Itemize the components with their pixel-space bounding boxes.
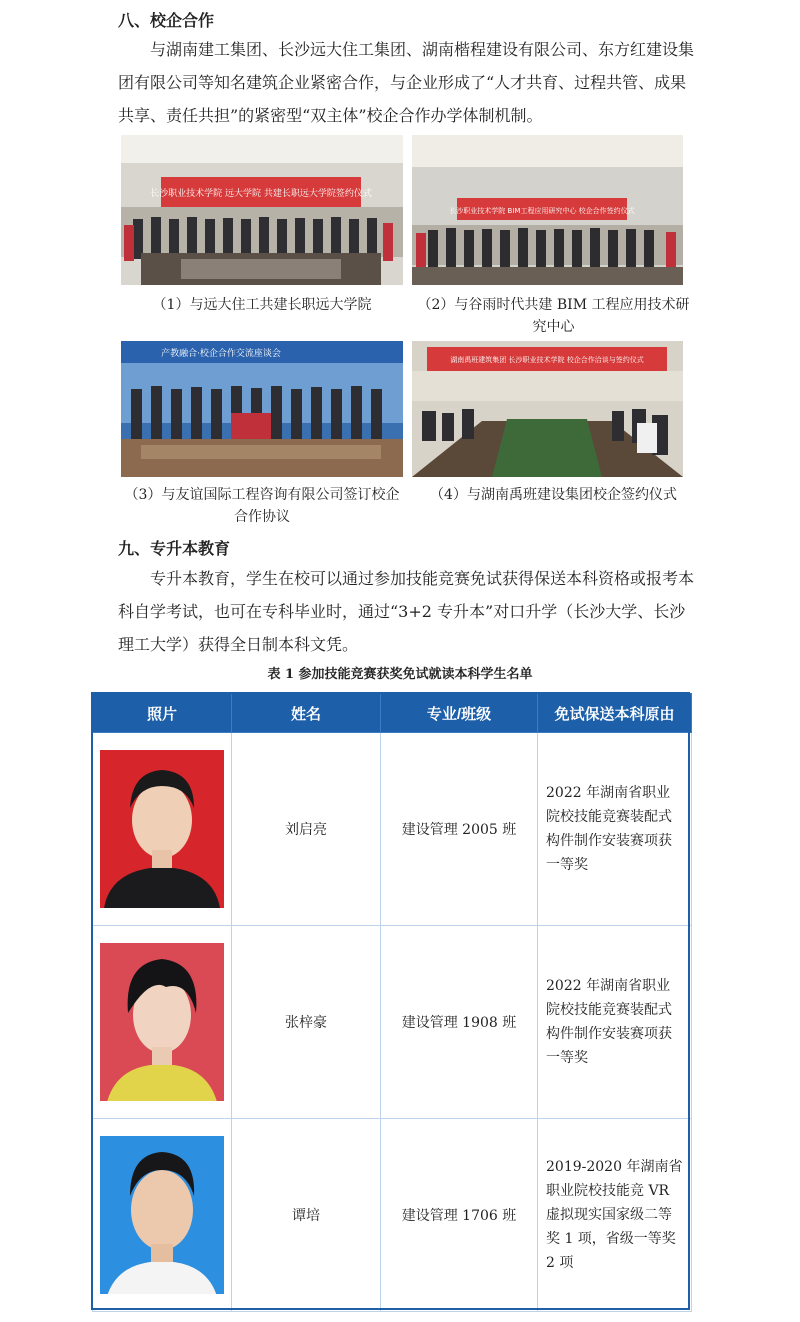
photo-cell bbox=[93, 733, 232, 926]
header-reason: 免试保送本科原由 bbox=[538, 694, 692, 733]
photo-signing-bim-center bbox=[412, 135, 683, 285]
exemption-reason: 2019-2020 年湖南省职业院校技能竞 VR 虚拟现实国家级二等奖 1 项，省级一等奖 2 项 bbox=[538, 1119, 692, 1312]
table-row bbox=[93, 1119, 692, 1312]
photo3-banner: 产教融合·校企合作交流座谈会 bbox=[161, 349, 281, 359]
cooperation-paragraph: 与湖南建工集团、长沙远大住工集团、湖南楷程建设有限公司、东方红建设集团有限公司等知名建筑企业紧密合作，与企业形成了“人才共育、过程共管、成果共享、责任共担”的紧密型“双主体”校企合作办学体制机制。 bbox=[118, 40, 695, 125]
photo1-banner: 长沙职业技术学院 远大学院 共建长职远大学院签约仪式 bbox=[150, 189, 372, 199]
upgrade-paragraph: 专升本教育，学生在校可以通过参加技能竞赛免试获得保送本科资格或报考本科自学考试，也可在专科毕业时，通过“3+2 专升本”对口升学（长沙大学、长沙理工大学）获得全日制本科文凭。 bbox=[118, 569, 695, 654]
table-row bbox=[93, 926, 692, 1119]
student-name: 张梓豪 bbox=[232, 926, 381, 1119]
photo-cell bbox=[93, 926, 232, 1119]
photo2-caption: （2）与谷雨时代共建 BIM 工程应用技术研究中心 bbox=[417, 297, 690, 335]
photo2-banner: 长沙职业技术学院 BIM工程应用研究中心 校企合作签约仪式 bbox=[449, 207, 635, 215]
table-caption: 表 1 参加技能竞赛获奖免试就读本科学生名单 bbox=[267, 667, 533, 682]
photo-signing-yuban bbox=[412, 341, 683, 477]
header-class: 专业/班级 bbox=[381, 694, 538, 733]
photo-cell bbox=[93, 1119, 232, 1312]
section-heading-cooperation: 八、校企合作 bbox=[118, 11, 215, 30]
photo1-caption: （1）与远大住工共建长职远大学院 bbox=[152, 297, 372, 313]
photo4-banner: 湖南禹班建筑集团 长沙职业技术学院 校企合作洽谈与签约仪式 bbox=[450, 356, 644, 364]
student-portrait bbox=[100, 1136, 224, 1294]
table-row bbox=[93, 733, 692, 926]
exemption-reason: 2022 年湖南省职业院校技能竞赛装配式构件制作安装赛项获一等奖 bbox=[538, 926, 692, 1119]
header-name: 姓名 bbox=[232, 694, 381, 733]
exemption-reason: 2022 年湖南省职业院校技能竞赛装配式构件制作安装赛项获一等奖 bbox=[538, 733, 692, 926]
student-class: 建设管理 1908 班 bbox=[381, 926, 538, 1119]
student-name: 谭培 bbox=[232, 1119, 381, 1312]
photo4-caption: （4）与湖南禹班建设集团校企签约仪式 bbox=[430, 487, 677, 503]
photo-signing-yuanda bbox=[121, 135, 403, 285]
student-class: 建设管理 1706 班 bbox=[381, 1119, 538, 1312]
student-portrait bbox=[100, 943, 224, 1101]
section-heading-upgrade: 九、专升本教育 bbox=[118, 539, 231, 558]
photo-signing-youyi bbox=[121, 341, 403, 477]
award-students-table bbox=[92, 693, 692, 1312]
header-photo: 照片 bbox=[93, 694, 232, 733]
table-header-row bbox=[93, 694, 692, 733]
student-portrait bbox=[100, 750, 224, 908]
student-name: 刘启亮 bbox=[232, 733, 381, 926]
photo3-caption: （3）与友谊国际工程咨询有限公司签订校企合作协议 bbox=[124, 487, 400, 525]
student-class: 建设管理 2005 班 bbox=[381, 733, 538, 926]
